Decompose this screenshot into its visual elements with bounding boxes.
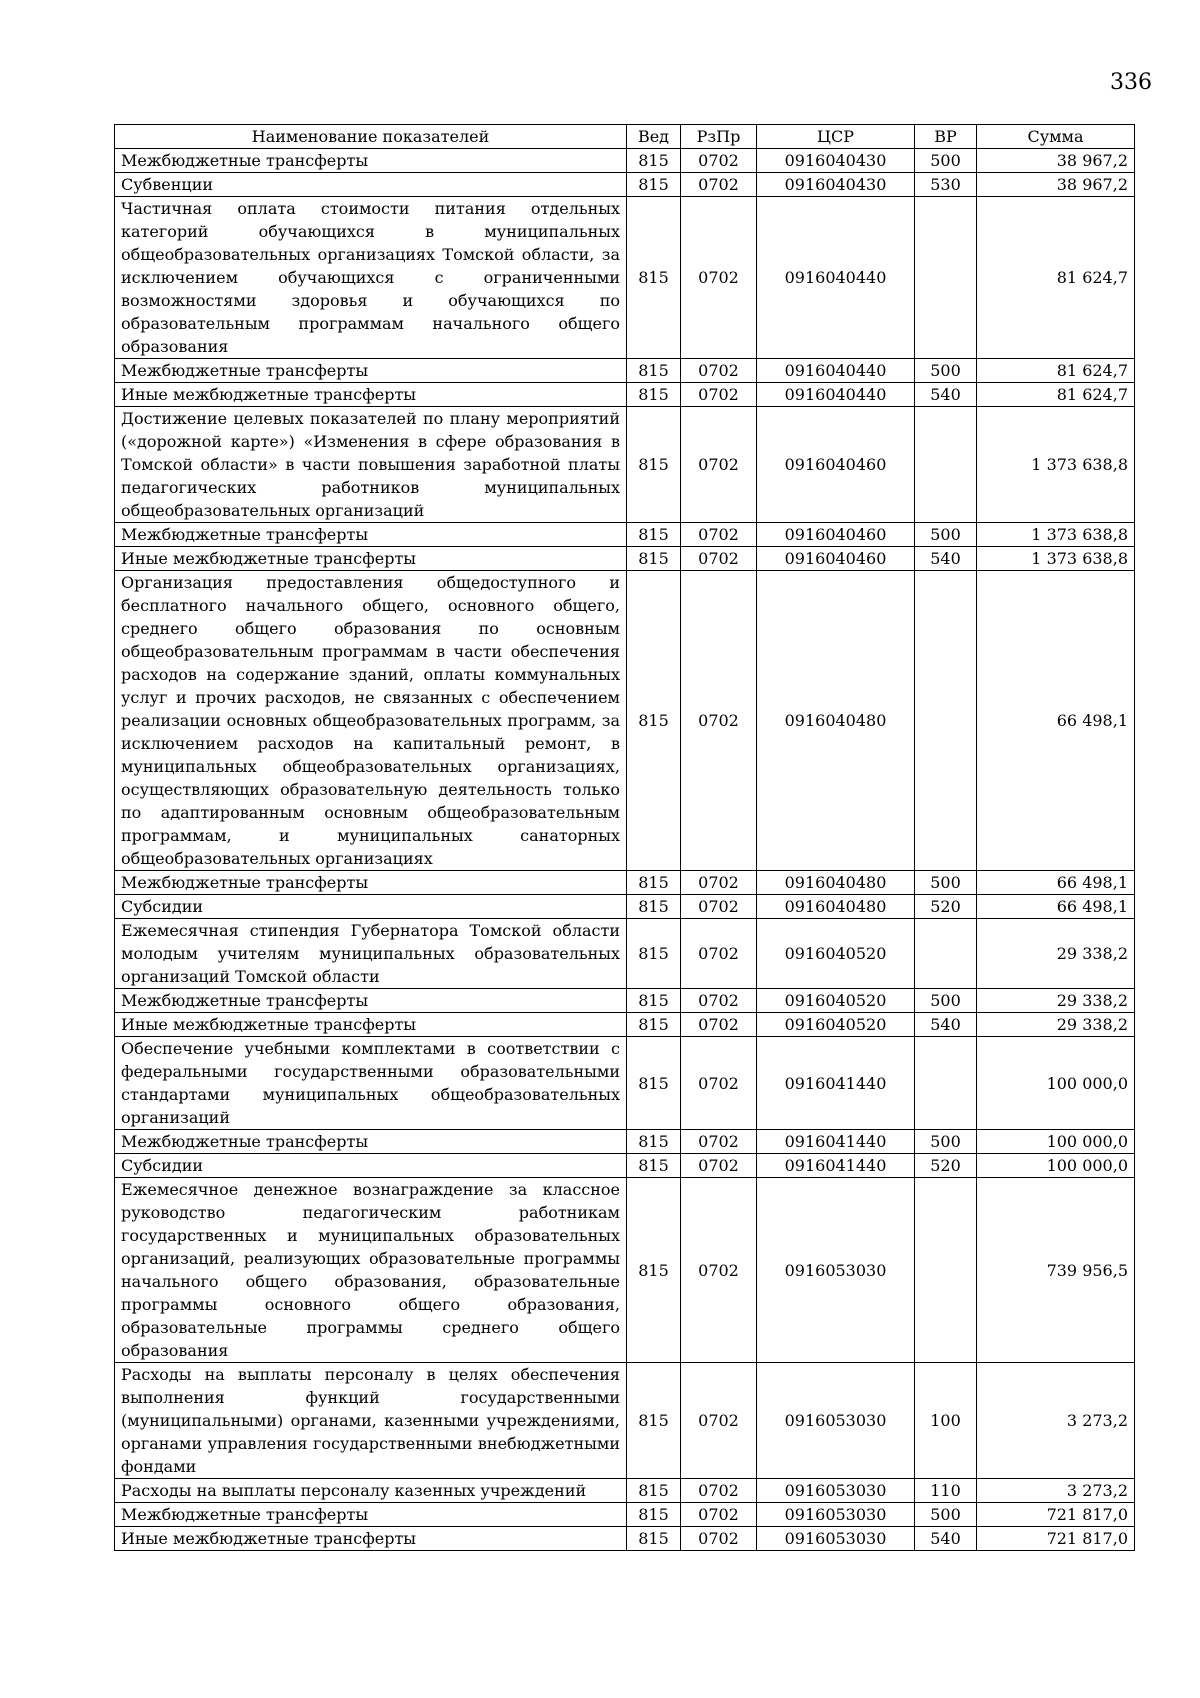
cell-rzpr: 0702 (681, 1130, 757, 1154)
cell-csr: 0916040480 (757, 895, 915, 919)
cell-csr: 0916040430 (757, 149, 915, 173)
cell-name: Обеспечение учебными комплектами в соответствии с федеральными государственными образовательными стандартами муниципальных общеобразовательных организаций (115, 1037, 627, 1130)
cell-rzpr: 0702 (681, 871, 757, 895)
header-vr: ВР (915, 125, 977, 149)
cell-vr: 500 (915, 1130, 977, 1154)
cell-ved: 815 (627, 1130, 681, 1154)
cell-sum: 38 967,2 (977, 149, 1135, 173)
cell-sum: 66 498,1 (977, 895, 1135, 919)
table-row (115, 1503, 1135, 1527)
cell-sum: 1 373 638,8 (977, 407, 1135, 523)
cell-vr: 110 (915, 1479, 977, 1503)
cell-vr: 520 (915, 895, 977, 919)
table-row (115, 1363, 1135, 1479)
cell-name: Межбюджетные трансферты (115, 1130, 627, 1154)
table-row (115, 571, 1135, 871)
cell-csr: 0916040520 (757, 989, 915, 1013)
cell-ved: 815 (627, 1013, 681, 1037)
cell-name: Субсидии (115, 895, 627, 919)
cell-csr: 0916041440 (757, 1037, 915, 1130)
cell-rzpr: 0702 (681, 173, 757, 197)
cell-name: Ежемесячная стипендия Губернатора Томской области молодым учителям муниципальных образовательных организаций Томской области (115, 919, 627, 989)
cell-rzpr: 0702 (681, 149, 757, 173)
table-row (115, 919, 1135, 989)
budget-table (114, 124, 1135, 1551)
cell-ved: 815 (627, 1154, 681, 1178)
table-row (115, 547, 1135, 571)
cell-csr: 0916040440 (757, 359, 915, 383)
cell-ved: 815 (627, 197, 681, 359)
cell-rzpr: 0702 (681, 1479, 757, 1503)
cell-name: Межбюджетные трансферты (115, 359, 627, 383)
cell-rzpr: 0702 (681, 1037, 757, 1130)
cell-sum: 100 000,0 (977, 1037, 1135, 1130)
cell-name: Субсидии (115, 1154, 627, 1178)
cell-vr (915, 919, 977, 989)
cell-ved: 815 (627, 547, 681, 571)
cell-name: Межбюджетные трансферты (115, 523, 627, 547)
table-row (115, 359, 1135, 383)
cell-sum: 29 338,2 (977, 1013, 1135, 1037)
cell-sum: 721 817,0 (977, 1527, 1135, 1551)
cell-ved: 815 (627, 383, 681, 407)
cell-vr: 500 (915, 989, 977, 1013)
cell-rzpr: 0702 (681, 1527, 757, 1551)
table-row (115, 173, 1135, 197)
cell-name: Ежемесячное денежное вознаграждение за классное руководство педагогическим работникам государственных и муниципальных образовательных организаций, реализующих образовательные программы начального общего образования, образовательные программы основного общего образования, образовательные программы среднего общего образования (115, 1178, 627, 1363)
table-row (115, 989, 1135, 1013)
cell-sum: 3 273,2 (977, 1479, 1135, 1503)
cell-ved: 815 (627, 1363, 681, 1479)
cell-ved: 815 (627, 1503, 681, 1527)
cell-sum: 81 624,7 (977, 383, 1135, 407)
cell-vr: 500 (915, 1503, 977, 1527)
cell-csr: 0916040440 (757, 383, 915, 407)
table-row (115, 1130, 1135, 1154)
cell-csr: 0916053030 (757, 1479, 915, 1503)
cell-ved: 815 (627, 871, 681, 895)
cell-sum: 29 338,2 (977, 919, 1135, 989)
cell-csr: 0916040520 (757, 1013, 915, 1037)
cell-rzpr: 0702 (681, 359, 757, 383)
table-row (115, 871, 1135, 895)
cell-vr: 500 (915, 523, 977, 547)
cell-rzpr: 0702 (681, 989, 757, 1013)
cell-vr: 540 (915, 547, 977, 571)
cell-vr: 530 (915, 173, 977, 197)
cell-csr: 0916040460 (757, 547, 915, 571)
cell-name: Иные межбюджетные трансферты (115, 1013, 627, 1037)
cell-name: Частичная оплата стоимости питания отдельных категорий обучающихся в муниципальных общеобразовательных организациях Томской области, за исключением обучающихся с ограниченными возможностями здоровья и обучающихся по образовательным программам начального общего образования (115, 197, 627, 359)
cell-rzpr: 0702 (681, 197, 757, 359)
cell-rzpr: 0702 (681, 383, 757, 407)
cell-csr: 0916053030 (757, 1178, 915, 1363)
cell-sum: 29 338,2 (977, 989, 1135, 1013)
cell-rzpr: 0702 (681, 571, 757, 871)
cell-name: Расходы на выплаты персоналу в целях обеспечения выполнения функций государственными (муниципальными) органами, казенными учреждениями, органами управления государственными внебюджетными фондами (115, 1363, 627, 1479)
table-row (115, 1154, 1135, 1178)
cell-sum: 1 373 638,8 (977, 523, 1135, 547)
header-rzpr: РзПр (681, 125, 757, 149)
cell-vr (915, 197, 977, 359)
table-body (115, 149, 1135, 1551)
cell-csr: 0916041440 (757, 1154, 915, 1178)
cell-vr: 500 (915, 871, 977, 895)
cell-sum: 3 273,2 (977, 1363, 1135, 1479)
cell-csr: 0916040520 (757, 919, 915, 989)
cell-ved: 815 (627, 989, 681, 1013)
cell-name: Организация предоставления общедоступного и бесплатного начального общего, основного общего, среднего общего образования по основным общеобразовательным программам в части обеспечения расходов на содержание зданий, оплаты коммунальных услуг и прочих расходов, не связанных с обеспечением реализации основных общеобразовательных программ, за исключением расходов на капитальный ремонт, в муниципальных общеобразовательных организациях, осуществляющих образовательную деятельность только по адаптированным основным общеобразовательным программам, и муниципальных санаторных общеобразовательных организациях (115, 571, 627, 871)
cell-sum: 81 624,7 (977, 359, 1135, 383)
cell-ved: 815 (627, 919, 681, 989)
page-number: 336 (1110, 70, 1152, 95)
table-header-row (115, 125, 1135, 149)
table-row (115, 1013, 1135, 1037)
header-ved: Вед (627, 125, 681, 149)
cell-csr: 0916040460 (757, 407, 915, 523)
cell-sum: 38 967,2 (977, 173, 1135, 197)
cell-ved: 815 (627, 359, 681, 383)
cell-sum: 721 817,0 (977, 1503, 1135, 1527)
cell-vr: 100 (915, 1363, 977, 1479)
cell-sum: 66 498,1 (977, 571, 1135, 871)
cell-name: Межбюджетные трансферты (115, 1503, 627, 1527)
cell-ved: 815 (627, 173, 681, 197)
cell-sum: 81 624,7 (977, 197, 1135, 359)
cell-sum: 739 956,5 (977, 1178, 1135, 1363)
cell-vr: 540 (915, 1013, 977, 1037)
cell-rzpr: 0702 (681, 1154, 757, 1178)
cell-sum: 100 000,0 (977, 1130, 1135, 1154)
cell-name: Субвенции (115, 173, 627, 197)
cell-csr: 0916053030 (757, 1363, 915, 1479)
table-row (115, 1037, 1135, 1130)
cell-csr: 0916053030 (757, 1503, 915, 1527)
cell-ved: 815 (627, 1527, 681, 1551)
cell-ved: 815 (627, 1479, 681, 1503)
cell-vr: 540 (915, 383, 977, 407)
table-row (115, 197, 1135, 359)
cell-vr: 540 (915, 1527, 977, 1551)
cell-csr: 0916040440 (757, 197, 915, 359)
cell-csr: 0916041440 (757, 1130, 915, 1154)
cell-rzpr: 0702 (681, 547, 757, 571)
table-row (115, 1479, 1135, 1503)
cell-vr (915, 1178, 977, 1363)
table-row (115, 1178, 1135, 1363)
cell-name: Межбюджетные трансферты (115, 149, 627, 173)
cell-rzpr: 0702 (681, 1013, 757, 1037)
cell-vr (915, 571, 977, 871)
cell-vr: 520 (915, 1154, 977, 1178)
table-row (115, 149, 1135, 173)
cell-sum: 1 373 638,8 (977, 547, 1135, 571)
header-csr: ЦСР (757, 125, 915, 149)
cell-ved: 815 (627, 149, 681, 173)
cell-name: Расходы на выплаты персоналу казенных учреждений (115, 1479, 627, 1503)
cell-csr: 0916040430 (757, 173, 915, 197)
cell-rzpr: 0702 (681, 1178, 757, 1363)
cell-name: Иные межбюджетные трансферты (115, 383, 627, 407)
table-row (115, 523, 1135, 547)
table-row (115, 1527, 1135, 1551)
cell-csr: 0916040460 (757, 523, 915, 547)
cell-csr: 0916040480 (757, 571, 915, 871)
cell-ved: 815 (627, 1178, 681, 1363)
cell-rzpr: 0702 (681, 919, 757, 989)
cell-rzpr: 0702 (681, 1363, 757, 1479)
cell-ved: 815 (627, 523, 681, 547)
header-sum: Сумма (977, 125, 1135, 149)
table-row (115, 407, 1135, 523)
cell-sum: 66 498,1 (977, 871, 1135, 895)
table-row (115, 895, 1135, 919)
header-name: Наименование показателей (115, 125, 627, 149)
cell-rzpr: 0702 (681, 895, 757, 919)
cell-vr: 500 (915, 359, 977, 383)
cell-name: Межбюджетные трансферты (115, 989, 627, 1013)
cell-ved: 815 (627, 571, 681, 871)
cell-ved: 815 (627, 895, 681, 919)
cell-vr (915, 1037, 977, 1130)
cell-rzpr: 0702 (681, 407, 757, 523)
table-row (115, 383, 1135, 407)
cell-rzpr: 0702 (681, 1503, 757, 1527)
cell-vr: 500 (915, 149, 977, 173)
cell-rzpr: 0702 (681, 523, 757, 547)
cell-vr (915, 407, 977, 523)
cell-csr: 0916053030 (757, 1527, 915, 1551)
cell-name: Достижение целевых показателей по плану мероприятий («дорожной карте») «Изменения в сфере образования в Томской области» в части повышения заработной платы педагогических работников муниципальных общеобразовательных организаций (115, 407, 627, 523)
cell-ved: 815 (627, 1037, 681, 1130)
cell-sum: 100 000,0 (977, 1154, 1135, 1178)
cell-name: Межбюджетные трансферты (115, 871, 627, 895)
cell-ved: 815 (627, 407, 681, 523)
cell-csr: 0916040480 (757, 871, 915, 895)
cell-name: Иные межбюджетные трансферты (115, 547, 627, 571)
cell-name: Иные межбюджетные трансферты (115, 1527, 627, 1551)
